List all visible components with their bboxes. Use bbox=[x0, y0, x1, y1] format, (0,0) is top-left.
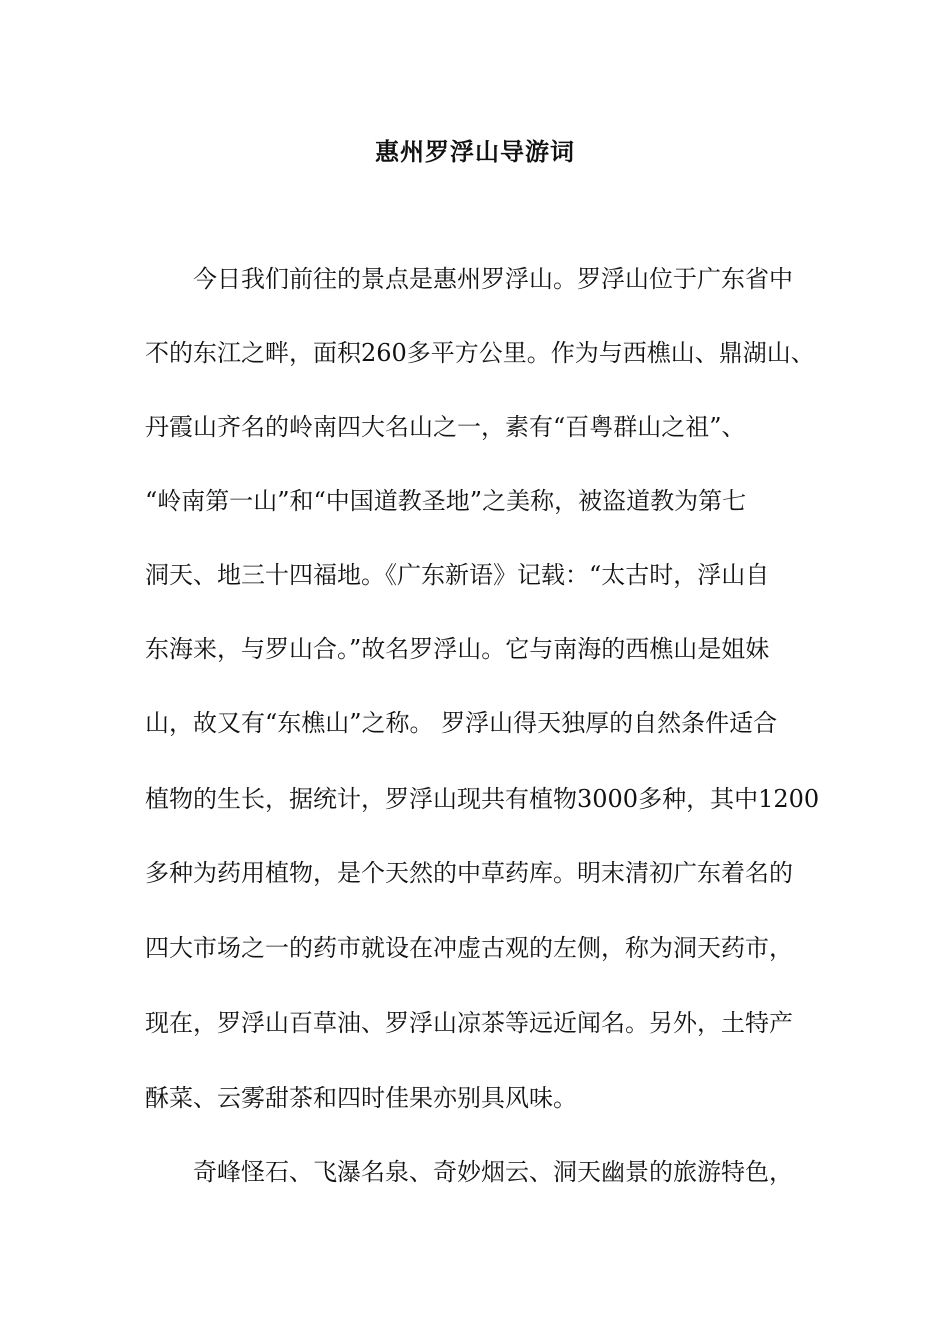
text-line: 不的东江之畔，面积260多平方公里。作为与西樵山、鼎湖山、 bbox=[145, 339, 815, 367]
text-line: 今日我们前往的景点是惠州罗浮山。罗浮山位于广东省中 bbox=[145, 265, 793, 293]
text-line: 洞天、地三十四福地。《广东新语》记载：“太古时，浮山自 bbox=[145, 561, 770, 589]
text-line: 酥菜、云雾甜茶和四时佳果亦别具风味。 bbox=[145, 1084, 577, 1112]
text-line: 现在，罗浮山百草油、罗浮山凉茶等远近闻名。另外，土特产 bbox=[145, 1009, 793, 1037]
text-line: 奇峰怪石、飞瀑名泉、奇妙烟云、洞天幽景的旅游特色， bbox=[145, 1158, 793, 1186]
text-line: “岭南第一山”和“中国道教圣地”之美称，被盗道教为第七 bbox=[145, 487, 747, 515]
text-line: 东海来，与罗山合。”故名罗浮山。它与南海的西樵山是姐妹 bbox=[145, 635, 770, 663]
document-title: 惠州罗浮山导游词 bbox=[375, 137, 575, 166]
text-line: 植物的生长，据统计，罗浮山现共有植物3000多种，其中1200 bbox=[145, 785, 820, 813]
text-line: 丹霞山齐名的岭南四大名山之一，素有“百粤群山之祖”、 bbox=[145, 413, 746, 441]
text-line: 多种为药用植物，是个天然的中草药库。明末清初广东着名的 bbox=[145, 859, 793, 887]
text-line: 山，故又有“东樵山”之称。 罗浮山得天独厚的自然条件适合 bbox=[145, 709, 778, 737]
text-line: 四大市场之一的药市就设在冲虚古观的左侧，称为洞天药市， bbox=[145, 934, 793, 962]
